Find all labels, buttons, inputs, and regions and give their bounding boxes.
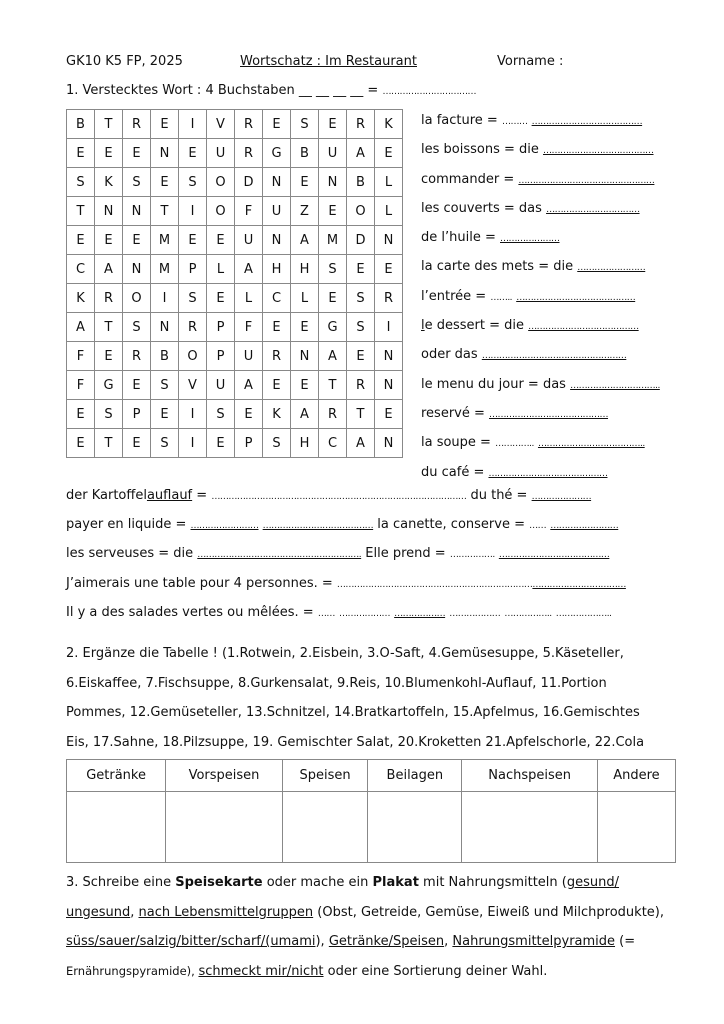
header-beilagen: Beilagen [368,760,462,792]
grid-cell[interactable]: V [179,371,207,400]
prompt-text: du café = [421,464,485,480]
grid-cell[interactable]: A [67,313,95,342]
answer-blank[interactable]: …………………………… [546,204,640,215]
prompt-text: e dessert = die [424,318,525,334]
grid-cell[interactable]: R [347,371,375,400]
grid-cell[interactable]: G [95,371,123,400]
bold-speisekarte: Speisekarte [175,875,263,890]
vocab-line-payer [66,517,618,532]
grid-cell[interactable]: K [263,400,291,429]
answer-blank[interactable]: ………………………………… [543,146,654,157]
grid-cell[interactable]: E [291,168,319,197]
answer-blank[interactable]: ………………………………… [498,550,610,560]
prompt-text: l’entrée = [421,288,487,304]
grid-cell[interactable]: E [123,226,151,255]
grid-cell[interactable]: E [67,400,95,429]
vocab-item [421,198,660,227]
answer-blank[interactable]: …………………… [190,521,259,531]
answer-blank[interactable]: ………………………………… [531,117,643,127]
article-blank[interactable]: …… [529,521,547,531]
grid-cell[interactable]: O [123,284,151,313]
grid-cell[interactable]: E [235,400,263,429]
grid-cell[interactable]: S [347,284,375,313]
article-blank[interactable]: ………….. [495,439,534,450]
grid-cell[interactable]: S [95,400,123,429]
answer-blank[interactable]: ………………………….. [570,380,660,391]
cell-andere[interactable] [597,792,675,863]
hidden-word-answer[interactable]: …………………………… [382,87,476,97]
grid-row [67,110,403,139]
vocab-item [421,139,660,168]
grid-row [67,197,403,226]
grid-cell[interactable]: S [151,429,179,458]
grid-cell[interactable]: B [291,139,319,168]
grid-cell[interactable]: P [207,342,235,371]
grid-cell[interactable]: U [263,197,291,226]
worksheet-title: Wortschatz : Im Restaurant [240,54,417,69]
grid-cell[interactable]: M [151,255,179,284]
grid-cell[interactable]: S [67,168,95,197]
grid-row [67,400,403,429]
grid-cell[interactable]: S [179,168,207,197]
answer-blank[interactable]: ………………… [500,234,560,245]
grid-cell[interactable]: E [375,255,403,284]
grid-cell[interactable]: P [207,313,235,342]
grid-cell[interactable]: C [263,284,291,313]
answer-blank[interactable]: ………………… [531,492,592,502]
grid-cell[interactable]: E [319,197,347,226]
grid-cell[interactable]: F [67,342,95,371]
grid-cell[interactable]: T [319,371,347,400]
grid-cell[interactable]: E [263,313,291,342]
grid-cell[interactable]: T [67,197,95,226]
equals-sign: = [196,488,208,503]
grid-cell[interactable]: I [179,429,207,458]
grid-cell[interactable]: R [347,110,375,139]
answer-blank[interactable]: …………………………… [532,580,626,590]
grid-cell[interactable]: C [319,429,347,458]
answer-blank[interactable]: …………………… [577,263,646,274]
grid-cell[interactable]: U [319,139,347,168]
grid-cell[interactable]: N [375,226,403,255]
task2-line: Pommes, 12.Gemüseteller, 13.Schnitzel, 14.Bratkartoffeln, 15.Apfelmus, 16.Gemischtes [66,705,640,720]
grid-row [67,139,403,168]
grid-row [67,284,403,313]
prompt-du-the: du thé = [470,488,528,503]
grid-cell[interactable]: E [67,226,95,255]
grid-row [67,429,403,458]
answer-blank[interactable]: …………………………………… [516,292,636,303]
grid-cell[interactable]: A [319,342,347,371]
grid-cell[interactable]: T [347,400,375,429]
grid-cell[interactable]: N [375,429,403,458]
vocab-item [421,403,660,432]
grid-cell[interactable]: N [291,342,319,371]
grid-cell[interactable]: R [235,139,263,168]
grid-cell[interactable]: N [375,342,403,371]
grid-row [67,255,403,284]
grid-cell[interactable]: A [347,429,375,458]
grid-cell[interactable]: R [179,313,207,342]
vocab-item [421,169,660,198]
text: oder mache ein [262,875,373,890]
answer-blank[interactable]: …… [317,609,335,619]
prompt-text: oder das [421,347,478,363]
small-text: Ernährungspyramide), [66,963,199,978]
grid-cell[interactable]: F [235,197,263,226]
grid-cell[interactable]: G [263,139,291,168]
grid-cell[interactable]: N [123,255,151,284]
answer-blank[interactable]: …………….. [504,609,552,619]
underlined-getraenke-speisen: Getränke/Speisen [328,934,445,949]
vocab-list [421,110,660,491]
grid-cell[interactable]: A [95,255,123,284]
grid-cell[interactable]: S [123,313,151,342]
grid-cell[interactable]: F [235,313,263,342]
grid-cell[interactable]: E [123,139,151,168]
grid-row [67,371,403,400]
text: (Obst, Getreide, Gemüse, Eiweiß und Milchprodukte), [313,904,665,920]
text: ), [315,934,329,949]
grid-cell[interactable]: F [67,371,95,400]
text: oder eine Sortierung deiner Wahl. [323,963,548,979]
grid-cell[interactable]: E [375,139,403,168]
task2-line: 6.Eiskaffee, 7.Fischsuppe, 8.Gurkensalat, 9.Reis, 10.Blumenkohl-Auflauf, 11.Portion [66,675,607,691]
answer-blank[interactable]: ………………………………………… [518,175,655,186]
prompt-text: Il y a des salades vertes ou mêlées. = [66,605,314,620]
first-name-label: Vorname : [497,54,564,69]
grid-cell[interactable]: N [123,197,151,226]
grid-cell[interactable]: E [291,313,319,342]
grid-cell[interactable]: P [179,255,207,284]
task1-heading [66,83,476,98]
text: (= [615,934,636,949]
hidden-word-blanks[interactable]: __ __ __ __ [298,83,364,98]
grid-cell[interactable]: L [207,255,235,284]
underlined-gesund: gesund/ ungesund [66,875,620,920]
answer-blank[interactable]: ………………………………… [262,521,374,531]
bold-plakat: Plakat [372,875,419,890]
prompt-text: la facture = [421,113,498,128]
grid-cell[interactable]: A [291,226,319,255]
underlined-text: auflauf [146,488,193,503]
grid-cell[interactable]: L [235,284,263,313]
grid-cell[interactable]: S [291,110,319,139]
grid-cell[interactable]: O [179,342,207,371]
answer-blank[interactable]: …………………… [550,521,619,531]
grid-cell[interactable]: E [95,342,123,371]
answer-blank[interactable]: …………………………………… [489,409,609,420]
grid-cell[interactable]: I [151,284,179,313]
grid-cell[interactable]: E [151,400,179,429]
grid-cell[interactable]: S [263,429,291,458]
grid-cell[interactable]: E [123,429,151,458]
grid-cell[interactable]: E [207,429,235,458]
header-speisen: Speisen [282,760,367,792]
answer-blank[interactable]: ……………….. [555,609,612,619]
text: 3. Schreibe eine [66,875,176,890]
grid-cell[interactable]: S [123,168,151,197]
grid-cell[interactable]: S [319,255,347,284]
course-label: GK10 K5 FP, 2025 [66,54,183,69]
grid-row [67,342,403,371]
grid-cell[interactable]: E [207,226,235,255]
grid-cell[interactable]: L [375,197,403,226]
grid-cell[interactable]: H [263,255,291,284]
prompt-text: les couverts = das [421,200,542,216]
grid-cell[interactable]: E [151,110,179,139]
grid-cell[interactable]: N [319,168,347,197]
prompt-text: commander = [421,171,515,187]
grid-cell[interactable]: C [67,255,95,284]
grid-cell[interactable]: H [291,255,319,284]
grid-cell[interactable]: D [347,226,375,255]
grid-cell[interactable]: S [151,371,179,400]
header-vorspeisen: Vorspeisen [166,760,283,792]
answer-blank[interactable]: …………………………………………………………… [336,580,533,590]
prompt-canette: la canette, conserve = [377,517,525,532]
grid-cell[interactable]: R [123,342,151,371]
grid-cell[interactable]: H [291,429,319,458]
underlined-lebensmittelgruppen: nach Lebensmittelgruppen [138,904,314,920]
grid-cell[interactable]: K [95,168,123,197]
vocab-item [421,315,660,344]
task2-instructions [66,639,686,757]
article-blank[interactable]: ……………. [449,550,495,560]
grid-cell[interactable]: E [347,342,375,371]
grid-cell[interactable]: S [347,313,375,342]
prompt-text: der Kartoffel [66,488,147,503]
grid-cell[interactable]: A [291,400,319,429]
grid-cell[interactable]: E [291,371,319,400]
grid-cell[interactable]: E [263,371,291,400]
vocab-line-salades [66,605,612,620]
underlined-pyramide: Nahrungsmittelpyramide [452,934,616,949]
vocab-line-kartoffelauflauf [66,488,591,503]
grid-cell[interactable]: E [347,255,375,284]
task2-line: 2. Ergänze die Tabelle ! (1.Rotwein, 2.Eisbein, 3.O-Saft, 4.Gemüsesuppe, 5.Käseteller, [66,646,624,661]
header-andere: Andere [597,760,675,792]
prompt-text: la carte des mets = die [421,259,574,275]
grid-cell[interactable]: E [95,139,123,168]
cell-vorspeisen[interactable] [166,792,283,863]
grid-cell[interactable]: A [235,255,263,284]
grid-cell[interactable]: U [207,139,235,168]
grid-cell[interactable]: K [67,284,95,313]
grid-cell[interactable]: E [95,226,123,255]
text: mit Nahrungsmitteln ( [418,875,567,890]
header-getraenke: Getränke [67,760,166,792]
grid-cell[interactable]: E [179,139,207,168]
grid-cell[interactable]: V [207,110,235,139]
grid-cell[interactable]: O [347,197,375,226]
grid-cell[interactable]: E [375,400,403,429]
vocab-item [421,286,660,315]
equals-sign: = [367,83,379,98]
grid-cell[interactable]: O [207,197,235,226]
underlined-schmeckt: schmeckt mir/nicht [198,963,324,979]
cell-getraenke[interactable] [67,792,166,863]
grid-cell[interactable]: U [235,226,263,255]
grid-cell[interactable]: E [123,371,151,400]
text: , [130,904,139,920]
grid-cell[interactable]: T [95,110,123,139]
grid-row [67,313,403,342]
grid-cell[interactable]: E [319,110,347,139]
grid-cell[interactable]: S [179,284,207,313]
answer-blank[interactable]: ……………………………….. [537,439,645,450]
vocab-item [421,227,660,256]
grid-cell[interactable]: R [235,110,263,139]
prompt-text: J’aimerais une table pour 4 personnes. = [66,576,333,591]
grid-row [67,168,403,197]
grid-cell[interactable]: U [207,371,235,400]
grid-cell[interactable]: G [319,313,347,342]
grid-cell[interactable]: U [235,342,263,371]
article-blank[interactable]: …….. [490,292,513,303]
prompt-text: la soupe = [421,435,491,451]
grid-cell[interactable]: K [375,110,403,139]
task3-instructions [66,868,682,986]
answer-blank[interactable]: …………………………………………… [481,351,627,362]
grid-cell[interactable]: N [151,313,179,342]
answer-blank[interactable]: ……………………………………………………………………………… [211,492,467,502]
answer-blank[interactable]: ……………… [338,609,390,619]
prompt-elle-prend: Elle prend = [365,546,446,561]
grid-cell[interactable]: R [375,284,403,313]
answer-blank[interactable]: ……………… [394,609,446,619]
grid-cell[interactable]: L [375,168,403,197]
grid-cell[interactable]: I [375,313,403,342]
vocab-item [421,256,660,285]
task1-prompt: 1. Verstecktes Wort : 4 Buchstaben [66,83,295,98]
cell-nachspeisen[interactable] [462,792,597,863]
answer-blank[interactable]: …………………………………………………. [197,550,362,560]
grid-cell[interactable]: I [179,110,207,139]
grid-cell[interactable]: T [95,429,123,458]
prompt-text: de l’huile = [421,230,496,246]
grid-cell[interactable]: B [67,110,95,139]
grid-cell[interactable]: L [291,284,319,313]
prompt-text: payer en liquide = [66,517,187,532]
task2-line: Eis, 17.Sahne, 18.Pilzsuppe, 19. Gemischter Salat, 20.Kroketten 21.Apfelschorle, 22.Cola [66,734,645,750]
article-blank[interactable]: ……… [501,117,528,127]
grid-cell[interactable]: B [151,342,179,371]
text: , [444,934,453,949]
cell-beilagen[interactable] [368,792,462,863]
prompt-text: les boissons = die [421,142,539,158]
grid-cell[interactable]: E [151,168,179,197]
vocab-item [421,374,660,403]
grid-row [67,226,403,255]
grid-cell[interactable]: N [263,168,291,197]
grid-cell[interactable]: S [207,400,235,429]
prompt-text: l [421,318,425,334]
word-search-grid [66,109,403,458]
grid-cell[interactable]: R [319,400,347,429]
header-nachspeisen: Nachspeisen [462,760,597,792]
grid-cell[interactable]: N [95,197,123,226]
answer-blank[interactable]: ……………… [449,609,501,619]
grid-cell[interactable]: E [207,284,235,313]
grid-cell[interactable]: N [263,226,291,255]
grid-cell[interactable]: E [67,139,95,168]
answer-blank[interactable]: ………………………………… [528,322,639,333]
underlined-geschmack: süss/sauer/salzig/bitter/scharf/(umami [66,934,316,949]
grid-cell[interactable]: E [179,226,207,255]
vocab-item [421,432,660,461]
grid-cell[interactable]: P [123,400,151,429]
grid-cell[interactable]: T [95,313,123,342]
grid-cell[interactable]: A [235,371,263,400]
grid-cell[interactable]: M [151,226,179,255]
grid-cell[interactable]: E [67,429,95,458]
vocab-line-serveuses [66,546,609,561]
grid-cell[interactable]: R [95,284,123,313]
grid-cell[interactable]: N [375,371,403,400]
grid-cell[interactable]: D [235,168,263,197]
grid-cell[interactable]: E [263,110,291,139]
cell-speisen[interactable] [282,792,367,863]
grid-cell[interactable]: R [263,342,291,371]
grid-cell[interactable]: I [179,197,207,226]
grid-cell[interactable]: R [123,110,151,139]
grid-cell[interactable]: T [151,197,179,226]
answer-blank[interactable]: …………………………………… [488,468,608,479]
grid-cell[interactable]: O [207,168,235,197]
prompt-text: reservé = [421,405,485,421]
prompt-text: le menu du jour = das [421,376,566,392]
grid-cell[interactable]: Z [291,197,319,226]
category-table [66,759,676,863]
grid-cell[interactable]: P [235,429,263,458]
grid-cell[interactable]: E [319,284,347,313]
grid-cell[interactable]: M [319,226,347,255]
grid-cell[interactable]: B [347,168,375,197]
grid-cell[interactable]: N [151,139,179,168]
grid-cell[interactable]: A [347,139,375,168]
vocab-line-table [66,576,626,591]
grid-cell[interactable]: I [179,400,207,429]
prompt-text: les serveuses = die [66,546,194,561]
vocab-item [421,344,660,373]
vocab-item [421,110,660,139]
vocab-item [421,462,660,491]
